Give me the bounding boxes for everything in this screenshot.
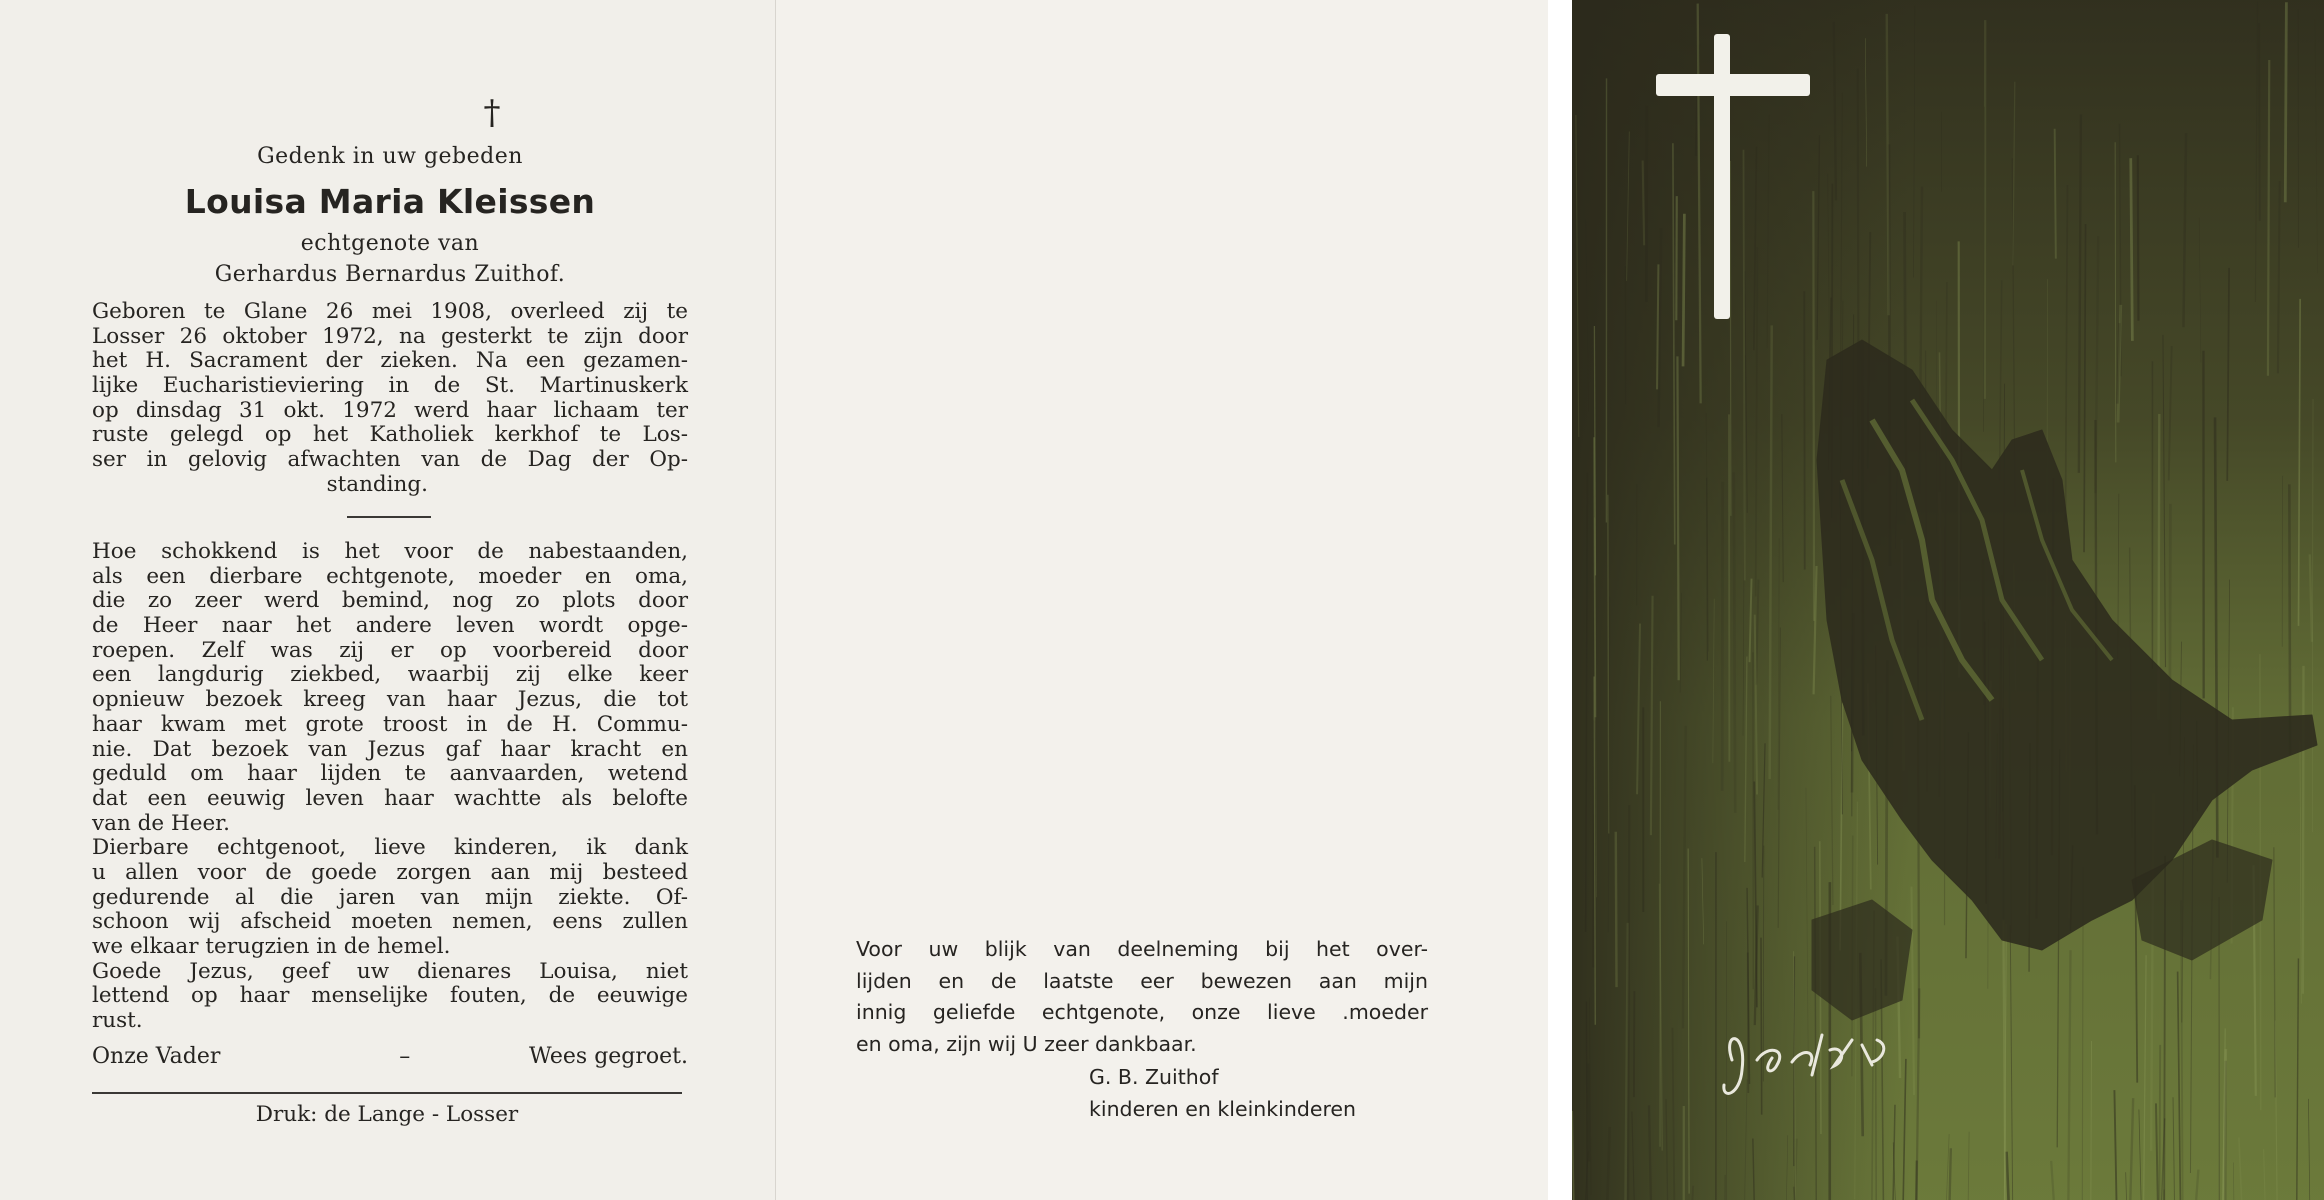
closing-prayers — [92, 1044, 688, 1069]
spouse-name: Gerhardus Bernardus Zuithof. — [214, 262, 566, 287]
reflection-line: een langdurig ziekbed, waarbij zij elke keer — [92, 662, 688, 688]
reflection-line: als een dierbare echtgenote, moeder en oma, — [92, 563, 688, 589]
brush-stroke — [1734, 472, 1735, 813]
reflection-line: opnieuw bezoek kreeg van haar Jezus, die tot — [92, 687, 688, 713]
reflection-line: Goede Jezus, geef uw dienares Louisa, niet — [92, 958, 688, 984]
biography-paragraph — [92, 300, 688, 498]
biography-line: op dinsdag 31 okt. 1972 werd haar lichaam ter — [92, 397, 688, 423]
reflection-line: we elkaar terugzien in de hemel. — [92, 934, 451, 959]
reflection-line: Dierbare echtgenoot, lieve kinderen, ik dank — [92, 835, 688, 861]
brush-stroke — [2285, 2, 2286, 202]
reflection-paragraph — [92, 540, 688, 1034]
reflection-line: Hoe schokkend is het voor de nabestaanden, — [92, 539, 688, 564]
biography-line: lijke Eucharistieviering in de St. Martinuskerk — [92, 373, 688, 399]
family-members: kinderen en kleinkinderen — [1089, 1097, 1357, 1121]
brush-stroke — [2259, 23, 2260, 221]
reflection-line: geduld om haar lijden te aanvaarden, wetend — [92, 761, 688, 787]
brush-stroke — [2159, 1045, 2160, 1200]
brush-stroke — [1748, 953, 1749, 1093]
prayer-our-father: Onze Vader — [92, 1044, 221, 1069]
thank-you-message — [856, 934, 1428, 1060]
biography-line: het H. Sacrament der zieken. Na een gezamen- — [92, 348, 688, 374]
brush-stroke — [2289, 484, 2290, 754]
footer-divider — [92, 1092, 682, 1094]
artwork-illustration — [1572, 0, 2324, 1200]
brush-stroke — [1677, 356, 1678, 680]
brush-stroke — [1813, 191, 1814, 621]
reflection-line: gedurende al die jaren van mijn ziekte. Of- — [92, 884, 688, 910]
reflection-line: u allen voor de goede zorgen aan mij besteed — [92, 859, 688, 885]
prayer-separator: – — [399, 1044, 411, 1069]
praying-hands-artwork — [1572, 0, 2324, 1200]
section-divider — [347, 516, 431, 518]
brush-stroke — [1761, 938, 1762, 1115]
brush-stroke — [1707, 478, 1708, 661]
prayer-request-heading: Gedenk in uw gebeden — [257, 144, 523, 169]
brush-stroke — [2115, 142, 2116, 462]
thank-you-line: en oma, zijn wij U zeer dankbaar. — [856, 1031, 1197, 1056]
brush-stroke — [1794, 1187, 1795, 1200]
biography-line: ruste gelegd op het Katholiek kerkhof te Los- — [92, 422, 688, 448]
brush-stroke — [1730, 161, 1731, 516]
deceased-name: Louisa Maria Kleissen — [184, 182, 596, 221]
reflection-line: de Heer naar het andere leven wordt opge- — [92, 613, 688, 639]
brush-stroke — [2131, 158, 2133, 341]
thank-you-line: lijden en de laatste eer bewezen aan mijn — [856, 968, 1428, 993]
family-signature: G. B. Zuithof — [1089, 1065, 1219, 1089]
reflection-line: lettend op haar menselijke fouten, de eeuwige — [92, 983, 688, 1009]
reflection-line: van de Heer. — [92, 810, 230, 836]
reflection-line: haar kwam met grote troost in de H. Commu- — [92, 711, 688, 737]
middle-leaf — [776, 0, 1548, 1200]
biography-line: Losser 26 oktober 1972, na gesterkt te zijn door — [92, 323, 688, 349]
thank-you-line: Voor uw blijk van deelneming bij het over- — [856, 937, 1428, 961]
brush-stroke — [1692, 1186, 1693, 1200]
reflection-line: rust. — [92, 1008, 143, 1034]
biography-line: Geboren te Glane 26 mei 1908, overleed zij te — [92, 299, 688, 324]
reflection-line: schoon wij afscheid moeten nemen, eens zullen — [92, 909, 688, 935]
thank-you-line: innig geliefde echtgenote, onze lieve .moeder — [856, 1000, 1428, 1024]
relation-line: echtgenote van — [300, 231, 480, 256]
reflection-line: die zo zeer werd bemind, nog zo plots door — [92, 588, 688, 614]
brush-stroke — [1657, 264, 1658, 389]
card-gap — [1548, 0, 1572, 1200]
brush-stroke — [1722, 482, 1723, 791]
biography-line: ser in gelovig afwachten van de Dag der Op- — [92, 447, 688, 473]
brush-stroke — [1586, 1002, 1587, 1200]
brush-stroke — [2268, 60, 2269, 376]
reflection-line: roepen. Zelf was zij er op voorbereid door — [92, 637, 688, 663]
brush-stroke — [1743, 150, 1744, 581]
brush-stroke — [1875, 988, 1876, 1200]
brush-stroke — [1628, 805, 1629, 1200]
reflection-line: dat een eeuwig leven haar wachtte als belofte — [92, 785, 688, 811]
printer-credit: Druk: de Lange - Losser — [255, 1102, 519, 1127]
brush-stroke — [1616, 832, 1617, 987]
brush-stroke — [1588, 1063, 1589, 1161]
cross-icon: † — [483, 93, 501, 133]
prayer-hail-mary: Wees gegroet. — [529, 1044, 688, 1069]
brush-stroke — [2055, 129, 2056, 259]
brush-stroke — [1950, 1148, 1951, 1200]
biography-line: standing. — [326, 471, 428, 497]
brush-stroke — [1683, 214, 1684, 367]
reflection-line: nie. Dat bezoek van Jezus gaf haar kracht en — [92, 736, 688, 762]
brush-stroke — [2138, 155, 2139, 321]
left-leaf — [0, 0, 776, 1200]
